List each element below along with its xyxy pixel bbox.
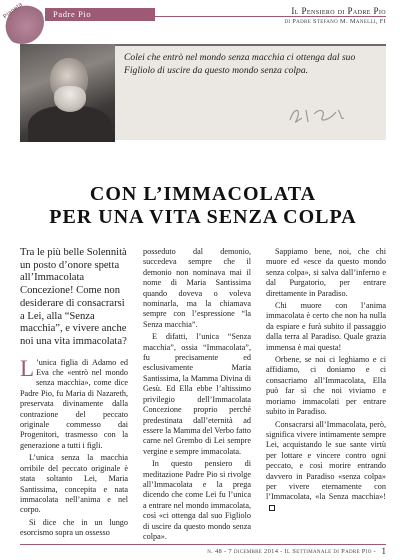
signature-icon bbox=[286, 104, 346, 126]
headline-line-2: PER UNA VITA SENZA COLPA bbox=[49, 206, 357, 228]
end-mark-icon bbox=[269, 505, 275, 511]
article-headline bbox=[20, 183, 386, 229]
headline-line-1: CON L’IMMACOLATA bbox=[89, 183, 317, 205]
article-column-2 bbox=[143, 247, 251, 544]
seal-label: Pianeta bbox=[2, 1, 24, 21]
paragraph: posseduto dal demonio, succedeva sempre che il demonio non nominava mai il nome di Maria Santissima quando doveva o voleva nominarla, ma la chiamava sempre con l’espressione “la Senza macchia”. bbox=[143, 247, 251, 329]
paragraph: Si dice che in un lungo esorcismo sopra un ossesso bbox=[20, 517, 128, 538]
paragraph: Chi muore con l’anima immacolata è certo che non ha nulla da espiare e furà subito il passaggio dalla terra al Paradiso. Quale grazia immensa è mai questa! bbox=[266, 301, 386, 352]
brand-label: Padre Pio bbox=[45, 8, 155, 21]
quote-text: Colei che entrò nel mondo senza macchia ci ottenga dal suo Figliolo di uscire da questo mondo senza colpa. bbox=[124, 52, 356, 76]
dropcap: L bbox=[20, 355, 35, 381]
paragraph: Consacrarsi all’Immacolata, però, significa vivere intimamente sempre Lei, acquistando le sue sante virtù per lottare e vincere contro ogni peccato, e così morire entrando davvero in Paradiso «senza colpa» per vivere eternamente con l’Immacolata, «la Senza macchia»! bbox=[266, 420, 386, 514]
paragraph: In questo pensiero di meditazione Padre Pio si rivolge all’Immacolata e la prega dicendo che come Lei fu l’unica a entrare nel mondo immacolata, così «ci ottenga dal suo Figliolo di uscire da questo mondo senza colpa». bbox=[143, 459, 251, 541]
page-number: 1 bbox=[381, 546, 386, 556]
article-lead: Tra le più belle Solennità un posto d’onore spetta all’Immacolata Concezione! Come non desiderare di consacrarsi a Lei, alla “Senza macchia”, e vivere anche noi una vita immacolata? bbox=[20, 247, 127, 347]
padre-pio-photo bbox=[20, 44, 115, 142]
paragraph: L’unica senza la macchia orribile del peccato originale è stata soltanto Lei, Maria Santissima, concepita e nata immacolata nell’anima e nel corpo. bbox=[20, 453, 128, 515]
article-column-3 bbox=[266, 247, 386, 515]
masthead bbox=[0, 0, 400, 32]
issue-line: n. 48 - 7 dicembre 2014 - Il Settimanale di Padre Pio - bbox=[207, 548, 376, 555]
article-column-1 bbox=[20, 247, 128, 541]
paragraph: Sappiamo bene, noi, che chi muore ed «esce da questo mondo senza colpa», si salva dall’inferno e dal Purgatorio, per entrare direttamente in Paradiso. bbox=[266, 247, 386, 298]
header-rule bbox=[155, 16, 386, 17]
paragraph: Orbene, se noi ci leghiamo e ci affidiamo, ci doniamo e ci consacriamo all’Immacolata, Ella può far sì che noi viviamo e moriamo immacolati per entrare subito in Paradiso. bbox=[266, 355, 386, 417]
author-line: di Padre Stefano M. Manelli, FI bbox=[284, 18, 386, 25]
paragraph: E difatti, l’unica “Senza macchia”, ossia “Immacolata”, fu precisamente ed esclusivamente Maria Santissima, la Mamma Divina di Gesù. Ed Ella ebbe l’altissimo privilegio dell’Immacolata Concezione proprio perché predestinata dall’eternità ad essere la Mamma del Verbo fatto carne nel Grembo di Lei sempre vergine e sempre immacolata. bbox=[143, 332, 251, 456]
footer-rule bbox=[20, 544, 386, 545]
series-title: Il Pensiero di Padre Pio bbox=[291, 6, 386, 16]
paragraph: L ’unica figlia di Adamo ed Eva che «entrò nel mondo senza macchia», come dice Padre Pio, fu Maria di Nazareth, preservata divinamente dalla contrazione del peccato originale commesso dai Progenitori, trasmesso con la generazione a tutti i figli. bbox=[20, 355, 128, 450]
page-footer bbox=[0, 542, 400, 560]
